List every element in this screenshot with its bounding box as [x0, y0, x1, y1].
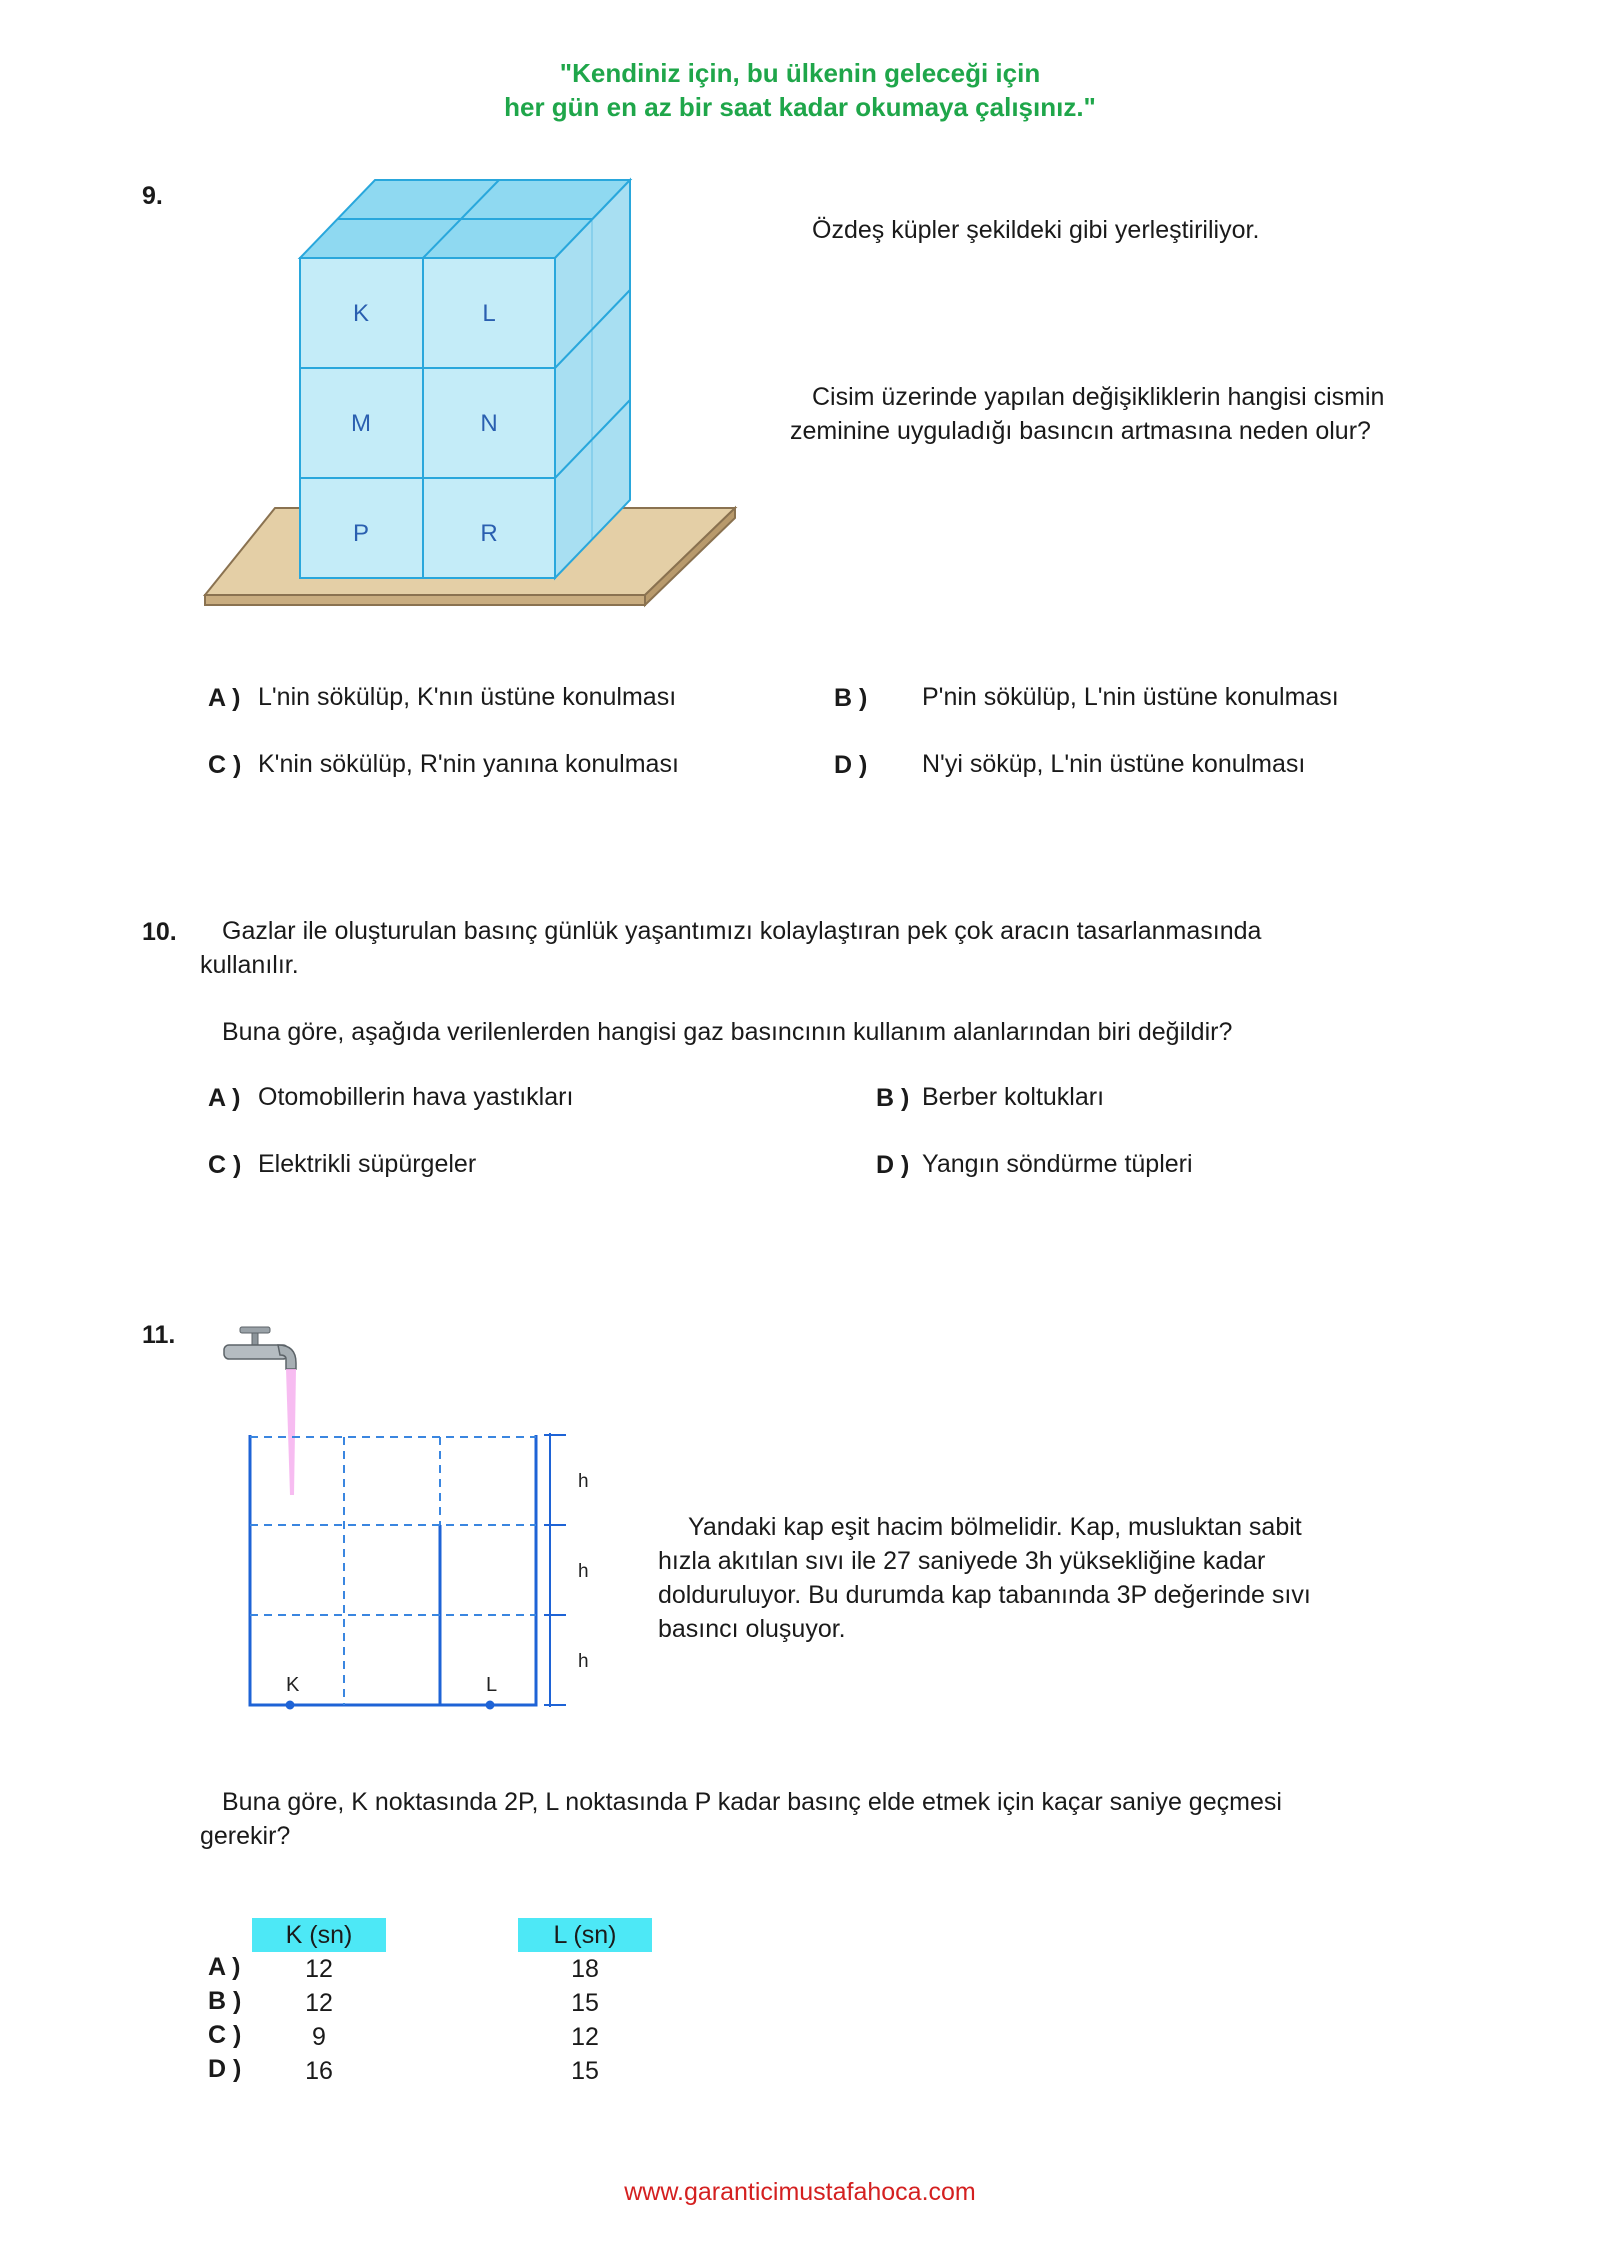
cube-label-k: K: [352, 300, 370, 327]
q11-option-a-k: 12: [305, 1955, 333, 1983]
q9-option-b-letter[interactable]: B ): [834, 684, 868, 712]
question-11-text-line-2: gerekir?: [200, 1822, 291, 1850]
q9-option-a-text[interactable]: L'nin sökülüp, K'nın üstüne konulması: [258, 683, 677, 711]
table-header-l: L (sn): [518, 1918, 652, 1952]
question-9-text-line-2: zeminine uyguladığı basıncın artmasına neden olur?: [790, 417, 1371, 445]
q9-option-b-text[interactable]: P'nin sökülüp, L'nin üstüne konulması: [922, 683, 1339, 711]
question-11-desc-line-3: dolduruluyor. Bu durumda kap tabanında 3P değerinde sıvı: [658, 1581, 1311, 1609]
footer-url[interactable]: www.garanticimustafahoca.com: [624, 2178, 976, 2206]
question-10-stem-line-1: Gazlar ile oluşturulan basınç günlük yaşantımızı kolaylaştıran pek çok aracın tasarlanmasında: [222, 917, 1262, 945]
q11-option-a-l: 18: [571, 1955, 599, 1983]
q11-option-d-k: 16: [305, 2057, 333, 2085]
q9-option-d-letter[interactable]: D ): [834, 751, 868, 779]
table-header-k: K (sn): [252, 1918, 386, 1952]
question-11-text-line-1: Buna göre, K noktasında 2P, L noktasında P kadar basınç elde etmek için kaçar saniye geçmesi: [222, 1788, 1282, 1816]
question-10-stem-line-2: kullanılır.: [200, 951, 299, 979]
height-label-2: h: [578, 1561, 589, 1582]
cube-label-n: N: [480, 410, 498, 437]
q10-option-a-text[interactable]: Otomobillerin hava yastıkları: [258, 1083, 574, 1111]
question-9-text-line-1: Cisim üzerinde yapılan değişikliklerin hangisi cismin: [812, 383, 1385, 411]
motto-line-1: "Kendiniz için, bu ülkenin geleceği için: [559, 58, 1041, 88]
cube-stack-figure: [195, 170, 755, 620]
wooden-base-front: [205, 595, 645, 605]
cube-label-r: R: [480, 520, 498, 547]
q11-option-b-l: 15: [571, 1989, 599, 2017]
q11-option-c-l: 12: [571, 2023, 599, 2051]
q9-option-c-text[interactable]: K'nin sökülüp, R'nin yanına konulması: [258, 750, 679, 778]
height-scale: [544, 1433, 566, 1707]
q10-option-d-text[interactable]: Yangın söndürme tüpleri: [922, 1150, 1193, 1178]
q10-option-b-text[interactable]: Berber koltukları: [922, 1083, 1105, 1111]
height-label-1: h: [578, 1471, 589, 1492]
question-11-desc-line-1: Yandaki kap eşit hacim bölmelidir. Kap, musluktan sabit: [688, 1513, 1302, 1541]
q11-option-b-letter[interactable]: B ): [208, 1987, 242, 2015]
q10-option-a-letter[interactable]: A ): [208, 1084, 241, 1112]
point-label-k: K: [286, 1674, 300, 1696]
q10-option-b-letter[interactable]: B ): [876, 1084, 910, 1112]
liquid-stream: [286, 1369, 296, 1495]
point-label-l: L: [486, 1674, 498, 1696]
q11-option-c-letter[interactable]: C ): [208, 2021, 242, 2049]
point-l: [486, 1701, 495, 1710]
q9-option-d-text[interactable]: N'yi söküp, L'nin üstüne konulması: [922, 750, 1306, 778]
q11-option-c-k: 9: [312, 2023, 326, 2051]
q11-option-b-k: 12: [305, 1989, 333, 2017]
question-9-number: 9.: [142, 182, 163, 210]
q11-option-d-l: 15: [571, 2057, 599, 2085]
container-figure: [210, 1325, 610, 1715]
q9-option-a-letter[interactable]: A ): [208, 684, 241, 712]
question-11-number: 11.: [142, 1321, 176, 1349]
q11-option-a-letter[interactable]: A ): [208, 1953, 241, 1981]
height-label-3: h: [578, 1651, 589, 1672]
point-k: [286, 1701, 295, 1710]
cube-label-l: L: [482, 300, 496, 327]
q10-option-c-text[interactable]: Elektrikli süpürgeler: [258, 1150, 477, 1178]
question-10-number: 10.: [142, 918, 177, 946]
question-9-intro: Özdeş küpler şekildeki gibi yerleştiriliyor.: [812, 216, 1260, 244]
q10-option-d-letter[interactable]: D ): [876, 1151, 910, 1179]
question-11-desc-line-4: basıncı oluşuyor.: [658, 1615, 846, 1643]
faucet-icon: [224, 1327, 296, 1369]
q9-option-c-letter[interactable]: C ): [208, 751, 242, 779]
q10-option-c-letter[interactable]: C ): [208, 1151, 242, 1179]
cube-label-p: P: [352, 520, 370, 547]
question-10-question: Buna göre, aşağıda verilenlerden hangisi gaz basıncının kullanım alanlarından biri değildir?: [222, 1018, 1233, 1046]
question-11-desc-line-2: hızla akıtılan sıvı ile 27 saniyede 3h yüksekliğine kadar: [658, 1547, 1266, 1575]
q11-option-d-letter[interactable]: D ): [208, 2055, 242, 2083]
motto-line-2: her gün en az bir saat kadar okumaya çalışınız.": [504, 92, 1096, 122]
cube-label-m: M: [351, 410, 371, 437]
